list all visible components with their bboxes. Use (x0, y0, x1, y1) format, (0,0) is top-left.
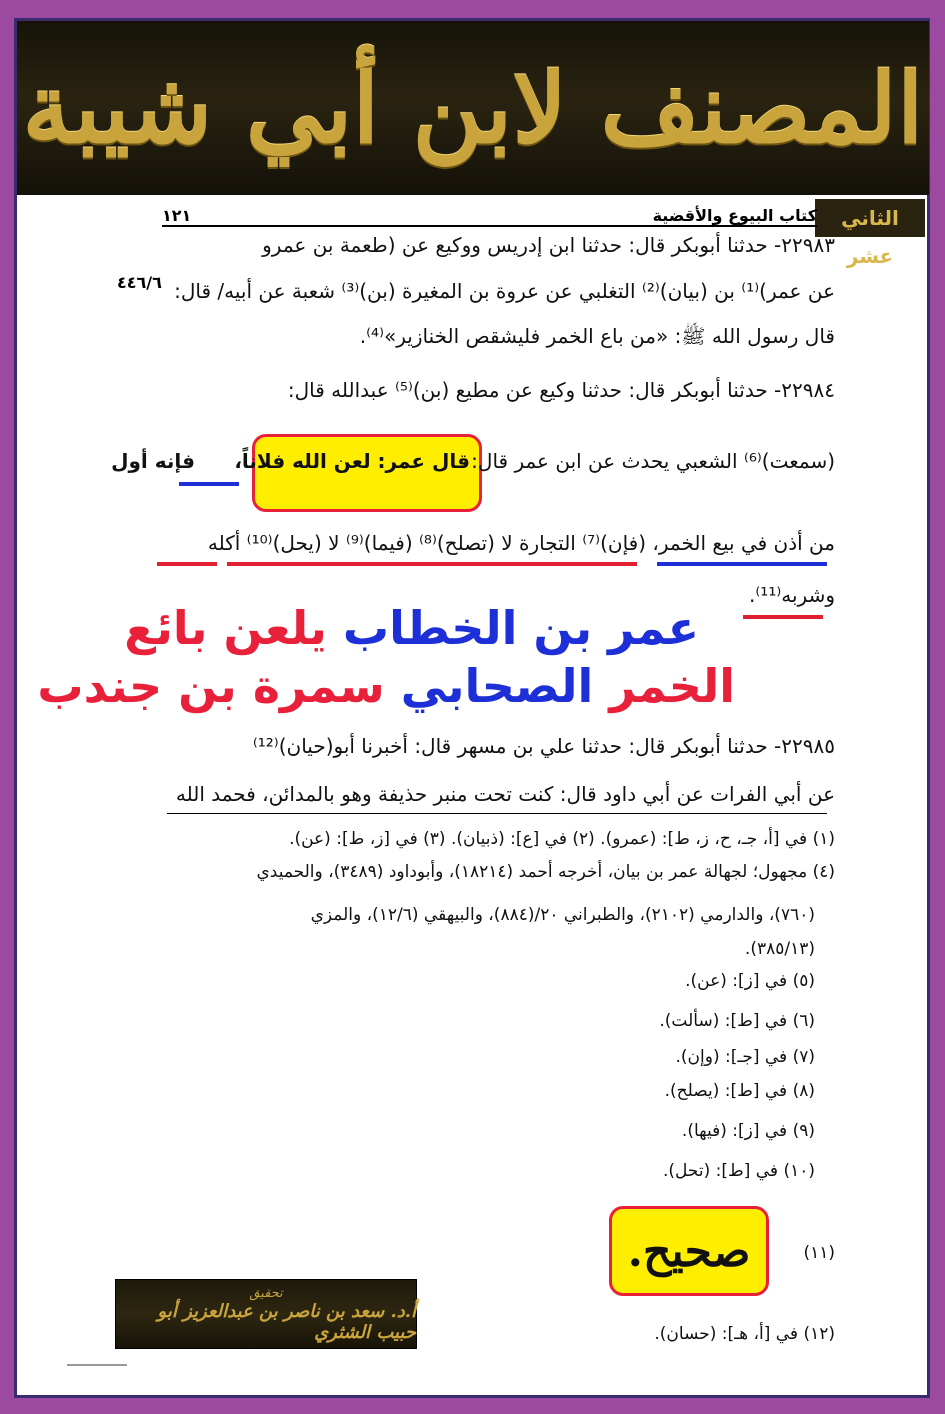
footnote: (٣٨٥/١٣). (744, 939, 815, 959)
footnote-divider (167, 813, 827, 814)
chapter-title: كتاب البيوع والأقضية (652, 206, 817, 225)
hadith-line: من أذن في بيع الخمر، (فإن)⁽⁷⁾ التجارة لا (تصلح)⁽⁸⁾ (فيما)⁽⁹⁾ لا (يحل)⁽¹⁰⁾ أكله (207, 531, 835, 555)
editor-signature (115, 1279, 417, 1349)
footnote: (٦) في [ط]: (سألت). (659, 1011, 815, 1031)
hadith-line: عن عمر)⁽¹⁾ بن (بيان)⁽²⁾ التغلبي عن عروة بن المغيرة (بن)⁽³⁾ شعبة عن أبيه/ قال: (174, 279, 835, 303)
footnote: (٧٦٠)، والدارمي (٢١٠٢)، والطبراني ٢٠/(٨٨٤)، والبيهقي (١٢/٦)، والمزي (310, 905, 815, 925)
footnote: (١١) (803, 1243, 835, 1263)
hadith-line: قال رسول الله ﷺ: «من باع الخمر فليشقص الخنازير»⁽⁴⁾. (359, 324, 835, 348)
page-number: ١٢١ (162, 206, 192, 225)
margin-reference: ٤٤٦/٦ (117, 273, 162, 292)
divider-mark (67, 1364, 127, 1366)
signature-name: أ.د. سعد بن ناصر بن عبدالعزيز أبو حبيب الشثري (157, 1300, 416, 1343)
highlight-box (252, 434, 482, 512)
verdict-box: صحيح. (609, 1206, 769, 1296)
header-banner (17, 21, 929, 195)
blue-underline (657, 562, 827, 566)
hadith-line: وشربه⁽¹¹⁾. (749, 583, 835, 607)
callout-line-2 (37, 659, 735, 713)
footnote: (١٢) في [أ، هـ]: (حسان). (654, 1324, 835, 1344)
footnote: (٩) في [ز]: (فيها). (681, 1121, 815, 1141)
callout-curses: يلعن بائع (124, 601, 327, 655)
callout-companion: الصحابي (400, 659, 594, 713)
footnote: (١) في [أ، جـ، ح، ز، ط]: (عمرو). (٢) في [ع]: (ذبيان). (٣) في [ز، ط]: (عن). (289, 829, 835, 849)
highlighted-quote: قال عمر: لعن الله فلاناً، (234, 449, 470, 473)
page-frame (14, 18, 930, 1398)
hadith-line: ٢٢٩٨٤- حدثنا أبوبكر قال: حدثنا وكيع عن مطيع (بن)⁽⁵⁾ عبدالله قال: (287, 378, 835, 402)
hadith-line: ٢٢٩٨٣- حدثنا أبوبكر قال: حدثنا ابن إدريس ووكيع عن (طعمة بن عمرو (262, 233, 835, 257)
callout-umar: عمر بن الخطاب (342, 601, 699, 655)
red-underline (157, 562, 217, 566)
volume-label: الثاني عشر (815, 199, 925, 237)
callout-wine: الخمر (609, 659, 735, 713)
red-underline (743, 615, 823, 619)
hadith-line-end: فإنه أول (111, 449, 195, 473)
footnote: (٧) في [جـ]: (وإن). (675, 1047, 815, 1067)
book-title-calligraphy: المصنف لابن أبي شيبة (22, 51, 924, 165)
callout-line-1 (124, 601, 699, 655)
footnote: (٤) مجهول؛ لجهالة عمر بن بيان، أخرجه أحمد (١٨٢١٤)، وأبوداود (٣٤٨٩)، والحميدي (256, 862, 835, 882)
running-head (162, 199, 817, 227)
red-underline (227, 562, 637, 566)
blue-underline (179, 482, 239, 486)
hadith-line: عن أبي الفرات عن أبي داود قال: كنت تحت منبر حذيفة وهو بالمدائن، فحمد الله (175, 782, 835, 806)
footnote: (٨) في [ط]: (يصلح). (664, 1081, 815, 1101)
callout-samura: سمرة بن جندب (37, 659, 385, 713)
signature-label: تحقيق (249, 1285, 283, 1301)
hadith-line: ٢٢٩٨٥- حدثنا أبوبكر قال: حدثنا علي بن مسهر قال: أخبرنا أبو(حيان)⁽¹²⁾ (252, 734, 835, 758)
hadith-line: (سمعت)⁽⁶⁾ الشعبي يحدث عن ابن عمر قال: (471, 449, 835, 473)
footnote: (٥) في [ز]: (عن). (685, 971, 815, 991)
footnote: (١٠) في [ط]: (تحل). (662, 1161, 815, 1181)
